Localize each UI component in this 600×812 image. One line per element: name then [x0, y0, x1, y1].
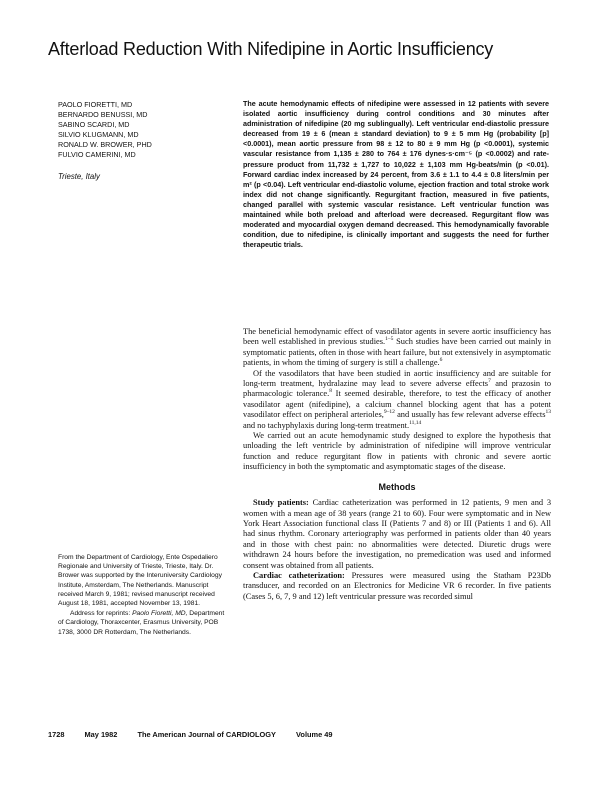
journal-name: The American Journal of CARDIOLOGY: [137, 730, 276, 739]
author-name: RONALD W. BROWER, PHD: [58, 140, 152, 149]
intro-paragraph: The beneficial hemodynamic effect of vasodilator agents in severe aortic insufficiency has been well established in previous studies.$^{1-5}$ Such studies have been carried out mainly in symptomatic patients, often in those with heart failure, but not extensively in asymptomatic patients, in whom the timing of surgery is still a challenge.$^6$: [243, 327, 551, 368]
issue-date: May 1982: [84, 730, 118, 739]
author-list: [58, 100, 238, 160]
author-location: Trieste, Italy: [58, 172, 100, 181]
intro-paragraph: We carried out an acute hemodynamic study designed to explore the hypothesis that unloading the left ventricle by administration of nifedipine will improve ventricular function and reduce regurgitant flow in patients with chronic and severe aortic insufficiency in both the symptomatic and asymptomatic stages of the disease.: [243, 431, 551, 472]
intro-paragraph: Of the vasodilators that have been studied in aortic insufficiency and are suitable for long-term treatment, hydralazine may lead to severe adverse effects$^7$ and prazosin to pharmacologic tolerance.$^8$ It seemed desirable, therefore, to test the efficacy of another vasodilator agent (nifedipine), a calcium channel blocking agent that has a potent vasodilator effect on peripheral arterioles,$^{9-12}$ and usually has few relevant adverse effects$^{13}$ and no tachyphylaxis during long-term treatment.$^{11,14}$: [243, 368, 552, 430]
page-number: 1728: [48, 730, 65, 739]
author-name: FULVIO CAMERINI, MD: [58, 150, 136, 159]
affiliation-footnote: [58, 553, 230, 637]
page-footer: [48, 730, 548, 739]
run-in-heading: Study patients:: [253, 498, 309, 508]
article-body: [243, 327, 551, 602]
methods-paragraph: Study patients: Cardiac catheterization was performed in 12 patients, 9 men and 3 women with a mean age of 38 years (range 21 to 60). Four were symptomatic and in New York Heart Association functional class II (Patients 7 and 8) or III (Patients 1 and 6). All had sinus rhythm. Coronary arteriography was performed in patients older than 40 years and in those with chest pain: no abnormalities were detected. Diuretic drugs were withdrawn 24 hours before the investigation, no premedication was used and informed consent was obtained from all patients.: [243, 498, 552, 570]
article-title: Afterload Reduction With Nifedipine in Aortic Insufficiency: [48, 39, 494, 59]
author-name: SABINO SCARDI, MD: [58, 120, 130, 129]
run-in-heading: Cardiac catheterization:: [253, 570, 345, 580]
section-heading-methods: Methods: [378, 481, 416, 492]
author-name: SILVIO KLUGMANN, MD: [58, 130, 139, 139]
volume-number: Volume 49: [296, 730, 333, 739]
reprint-address: Address for reprints: Paolo Fioretti, MD, Department of Cardiology, Thoraxcenter, Erasmus University, POB 1738, 3000 DR Rotterdam, The Netherlands.: [58, 610, 225, 636]
author-name: PAOLO FIORETTI, MD: [58, 100, 133, 109]
abstract: The acute hemodynamic effects of nifedipine were assessed in 12 patients with severe isolated aortic insufficiency during control conditions and 30 minutes after administration of nifedipine (20 mg sublingually). Left ventricular end-diastolic pressure decreased from 19 ± 6 (mean ± standard deviation) to 9 ± 5 mm Hg (probability [p] <0.0001), mean aortic pressure from 98 ± 12 to 80 ± 9 mm Hg (p <0.0001), systemic vascular resistance from 1,135 ± 280 to 764 ± 176 dynes·s·cm⁻⁵ (p <0.0002) and rate-pressure product from 11,732 ± 1,727 to 10,022 ± 1,103 mm Hg-beats/min (p <0.01). Forward cardiac index increased by 24 percent, from 3.6 ± 1.1 to 4.4 ± 0.8 liters/min per m² (p <0.04). Left ventricular end-diastolic volume, ejection fraction and total stroke work index did not change significantly. Regurgitant fraction, measured in five patients, changed parallel with systemic vascular resistance. Left ventricular function was maintained while both preload and afterload were decreased. Regurgitant flow was moderated and myocardial oxygen demand decreased. This hemodynamically favorable condition, due to nifedipine, is clinically important and suggests the need for further therapeutic trials.: [243, 99, 549, 250]
affiliation-text: From the Department of Cardiology, Ente Ospedaliero Regionale and University of Trieste, Trieste, Italy. Dr. Brower was supported by the Interuniversity Cardiology Institute, Amsterdam, The Netherlands. Manuscript received March 9, 1981; revised manuscript received August 18, 1981, accepted November 13, 1981.: [58, 554, 222, 608]
author-name: BERNARDO BENUSSI, MD: [58, 110, 148, 119]
methods-paragraph: Cardiac catheterization: Pressures were measured using the Statham P23Db transducer, and recorded on an Electronics for Medicine VR 6 recorder. In five patients (Cases 5, 6, 7, 9 and 12) left ventricular pressure was recorded simul: [243, 570, 551, 601]
